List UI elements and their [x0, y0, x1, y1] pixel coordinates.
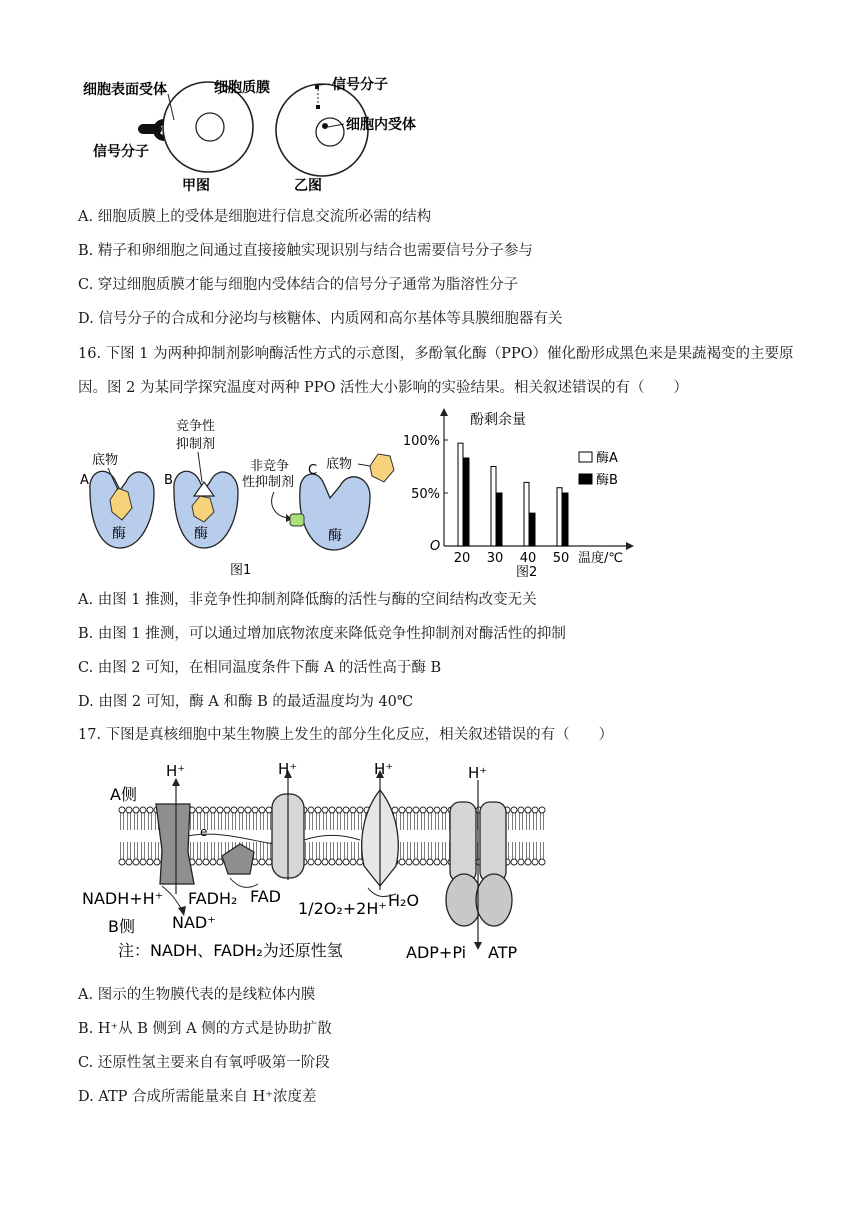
lipid-head — [525, 807, 531, 813]
lipid-head — [308, 807, 314, 813]
y-tick-label: 50% — [411, 487, 440, 502]
enzyme-a-letter: A — [80, 473, 89, 488]
lipid-head — [154, 859, 160, 865]
lipid-head — [259, 807, 265, 813]
h-plus-4: H⁺ — [468, 764, 488, 782]
complex-iv — [362, 770, 399, 890]
lipid-head — [434, 807, 440, 813]
lipid-head — [406, 807, 412, 813]
lipid-head — [210, 807, 216, 813]
lipid-head — [133, 859, 139, 865]
lipid-head — [140, 807, 146, 813]
q16-option-c: C. 由图 2 可知，在相同温度条件下酶 A 的活性高于酶 B — [78, 660, 442, 676]
h-plus-3: H⁺ — [374, 760, 394, 778]
lipid-head — [210, 859, 216, 865]
lipid-head — [336, 859, 342, 865]
enzyme-inhibitor-figure — [78, 412, 408, 582]
competitive-label-2: 抑制剂 — [176, 437, 216, 452]
lipid-head — [224, 807, 230, 813]
lipid-head — [147, 807, 153, 813]
lipid-head — [511, 859, 517, 865]
lipid-head — [350, 807, 356, 813]
bar-b-20 — [464, 458, 469, 546]
competitive-label-1: 竞争性 — [176, 419, 216, 434]
q15-option-b: B. 精子和卵细胞之间通过直接接触实现识别与结合也需要信号分子参与 — [78, 243, 533, 259]
lipid-head — [434, 859, 440, 865]
lipid-head — [539, 807, 545, 813]
note-label: 注：NADH、FADH₂为还原性氢 — [118, 941, 343, 960]
membrane-label: 细胞质膜 — [214, 80, 270, 96]
enzyme-activity-chart — [398, 404, 638, 584]
lipid-head — [196, 807, 202, 813]
bar-a-50 — [557, 488, 562, 546]
lipid-head — [539, 859, 545, 865]
lipid-head — [119, 859, 125, 865]
lipid-head — [140, 859, 146, 865]
q16-option-d: D. 由图 2 可知，酶 A 和酶 B 的最适温度均为 40℃ — [78, 694, 414, 710]
q17-option-b: B. H⁺从 B 侧到 A 侧的方式是协助扩散 — [78, 1021, 332, 1037]
lipid-head — [308, 859, 314, 865]
lipid-head — [399, 807, 405, 813]
x-tick-label: 40 — [519, 551, 537, 566]
lipid-head — [427, 807, 433, 813]
surface-receptor-label: 细胞表面受体 — [83, 82, 167, 98]
lipid-head — [126, 807, 132, 813]
signal-molecule-shape — [138, 124, 162, 134]
atp-label: ATP — [488, 943, 518, 962]
lipid-head — [532, 859, 538, 865]
nadh-label: NADH+H⁺ — [82, 889, 164, 908]
enzyme-a-label: 酶 — [112, 526, 126, 542]
lipid-head — [343, 807, 349, 813]
noncomp-label-1: 非竞争 — [250, 459, 290, 474]
legend-label: 酶A — [596, 451, 618, 466]
lipid-head — [315, 807, 321, 813]
jia-label: 甲图 — [182, 178, 210, 194]
q16-stem: 16. 下图 1 为两种抑制剂影响酶活性方式的示意图，多酚氧化酶（PPO）催化酚形成黑色来是果蔬褐变的主要原因。图 2 为某同学探究温度对两种 PPO 活性大小影响的实验结果。相关叙述错误的有（ ） — [78, 346, 794, 396]
fig2-caption: 图2 — [516, 565, 538, 580]
x-tick-label: 20 — [453, 551, 471, 566]
lipid-head — [266, 859, 272, 865]
complex-iii — [272, 770, 304, 880]
lipid-head — [126, 859, 132, 865]
signal-right-label: 信号分子 — [332, 77, 388, 93]
lipid-head — [231, 807, 237, 813]
lipid-head — [441, 807, 447, 813]
lipid-head — [315, 859, 321, 865]
bar-b-30 — [497, 493, 502, 546]
e-label: e — [200, 825, 208, 839]
x-tick-label: 30 — [486, 551, 504, 566]
h2o-label: H₂O — [388, 891, 420, 910]
lipid-head — [217, 859, 223, 865]
nad-label: NAD⁺ — [172, 913, 216, 932]
lipid-head — [427, 859, 433, 865]
membrane-figure — [78, 760, 548, 970]
lipid-head — [413, 807, 419, 813]
lipid-head — [203, 859, 209, 865]
lipid-head — [357, 859, 363, 865]
lipid-head — [266, 807, 272, 813]
lipid-head — [336, 807, 342, 813]
lipid-head — [133, 807, 139, 813]
legend-swatch — [579, 474, 592, 484]
lipid-head — [441, 859, 447, 865]
fadh2-label: FADH₂ — [188, 889, 238, 908]
inner-receptor-label: 细胞内受体 — [346, 117, 416, 133]
substrate-a-label: 底物 — [92, 453, 119, 468]
lipid-head — [238, 807, 244, 813]
b-side-label: B侧 — [108, 917, 135, 936]
q16-option-b: B. 由图 1 推测，可以通过增加底物浓度来降低竞争性抑制剂对酶活性的抑制 — [78, 626, 566, 642]
bar-a-40 — [524, 482, 529, 546]
legend-label: 酶B — [596, 473, 618, 488]
noncomp-label-2: 性抑制剂 — [242, 475, 295, 490]
lipid-head — [322, 859, 328, 865]
yi-label: 乙图 — [294, 178, 322, 194]
q17-option-a: A. 图示的生物膜代表的是线粒体内膜 — [78, 987, 316, 1003]
lipid-head — [245, 807, 251, 813]
q16-option-a: A. 由图 1 推测，非竞争性抑制剂降低酶的活性与酶的空间结构改变无关 — [78, 592, 537, 608]
lipid-head — [196, 859, 202, 865]
bar-b-40 — [530, 513, 535, 546]
legend-swatch — [579, 452, 592, 462]
origin-label: O — [430, 539, 441, 554]
lipid-head — [518, 807, 524, 813]
bar-b-50 — [563, 493, 568, 546]
lipid-head — [413, 859, 419, 865]
adp-label: ADP+Pi — [406, 943, 467, 962]
signal-left-label: 信号分子 — [93, 144, 149, 160]
lipid-head — [259, 859, 265, 865]
h-plus-1: H⁺ — [166, 762, 186, 780]
q17-stem: 17. 下图是真核细胞中某生物膜上发生的部分生化反应，相关叙述错误的有（ ） — [78, 727, 614, 743]
x-axis-label: 温度/℃ — [578, 551, 623, 566]
x-tick-label: 50 — [552, 551, 570, 566]
lipid-head — [532, 807, 538, 813]
fig1-caption: 图1 — [230, 563, 252, 578]
lipid-head — [147, 859, 153, 865]
h-plus-2: H⁺ — [278, 760, 298, 778]
lipid-head — [343, 859, 349, 865]
lipid-head — [420, 859, 426, 865]
y-tick-label: 100% — [402, 434, 440, 449]
bar-a-30 — [491, 467, 496, 547]
lipid-head — [350, 859, 356, 865]
lipid-head — [420, 807, 426, 813]
q17-option-c: C. 还原性氢主要来自有氧呼吸第一阶段 — [78, 1055, 330, 1071]
lipid-head — [399, 859, 405, 865]
lipid-head — [217, 807, 223, 813]
lipid-head — [322, 807, 328, 813]
enzyme-c-letter: C — [308, 463, 318, 478]
lipid-head — [525, 859, 531, 865]
q15-option-c: C. 穿过细胞质膜才能与细胞内受体结合的信号分子通常为脂溶性分子 — [78, 277, 519, 293]
enzyme-b-letter: B — [164, 473, 173, 488]
lipid-head — [119, 807, 125, 813]
q15-option-d: D. 信号分子的合成和分泌均与核糖体、内质网和高尔基体等具膜细胞器有关 — [78, 311, 563, 327]
enzyme-c-label: 酶 — [328, 528, 342, 544]
fad-label: FAD — [250, 887, 281, 906]
lipid-head — [329, 859, 335, 865]
noncompetitive-inhibitor-shape — [290, 514, 304, 526]
lipid-head — [406, 859, 412, 865]
lipid-head — [203, 807, 209, 813]
bar-a-20 — [458, 443, 463, 546]
enzyme-b-label: 酶 — [194, 526, 208, 542]
substrate-shape — [370, 454, 394, 482]
lipid-head — [252, 807, 258, 813]
a-side-label: A侧 — [110, 785, 137, 804]
q17-option-d: D. ATP 合成所需能量来自 H⁺浓度差 — [78, 1089, 317, 1105]
lipid-head — [518, 859, 524, 865]
lipid-head — [329, 807, 335, 813]
lipid-head — [511, 807, 517, 813]
q15-option-a: A. 细胞质膜上的受体是细胞进行信息交流所必需的结构 — [78, 209, 432, 225]
o2-label: 1/2O₂+2H⁺ — [298, 899, 387, 918]
chart-title: 酚剩余量 — [470, 412, 526, 428]
cell-receptor-figure — [78, 72, 438, 197]
substrate-c-label: 底物 — [326, 457, 353, 472]
lipid-head — [357, 807, 363, 813]
